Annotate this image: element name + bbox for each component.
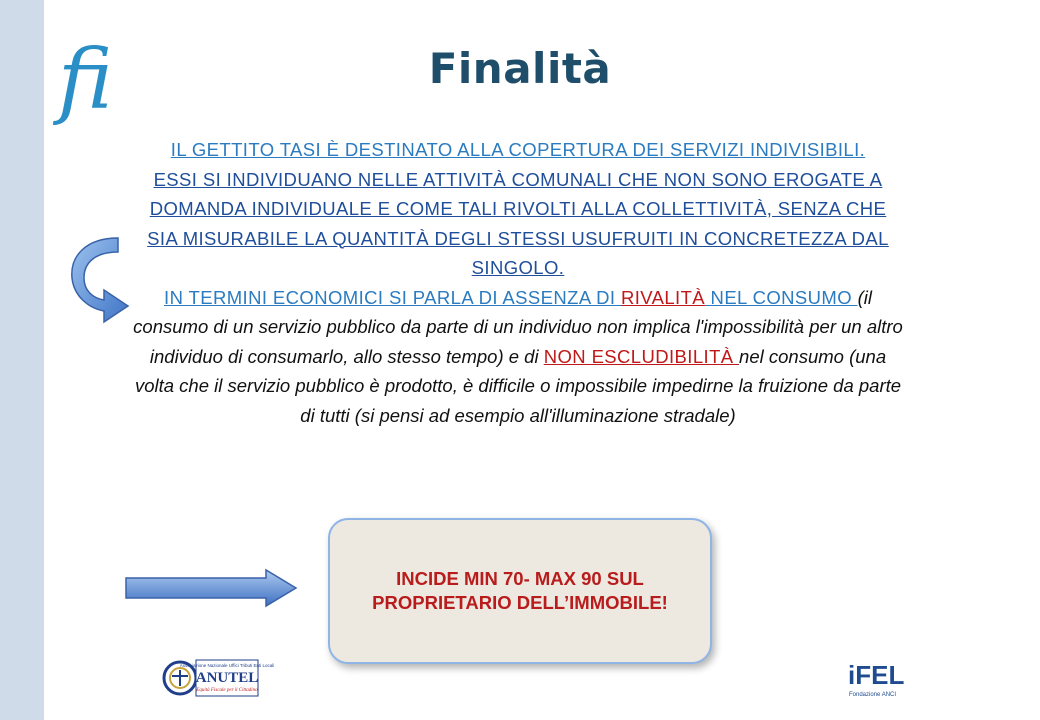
paragraph-economici — [132, 283, 904, 431]
non-escludibilita-term: NON ESCLUDIBILITÀ — [543, 345, 740, 367]
callout-box — [328, 518, 712, 664]
fi-logo: fi — [58, 33, 113, 128]
gettito-text: IL GETTITO TASI È DESTINATO ALLA COPERTURA DEI SERVIZI INDIVISIBILI. — [170, 139, 866, 160]
curved-arrow-icon — [66, 232, 136, 324]
paragraph-gettito — [132, 135, 904, 165]
ifel-sub: Fondazione ANCI — [849, 692, 897, 698]
ifel-logo — [848, 656, 905, 700]
paragraph-attivita — [132, 165, 904, 283]
explain-rivalita: (il consumo di un servizio pubblico da parte di un individuo non implica l'impossibilità per un altro individuo di consumarlo, allo stesso tempo) e di — [133, 286, 903, 367]
nel-consumo-text: NEL CONSUMO — [705, 286, 858, 308]
side-strip — [0, 0, 44, 720]
anutel-small-text: Associazione Nazionale Uffici Tributi Enti Locali — [179, 663, 275, 668]
rivalita-term: RIVALITÀ — [620, 286, 706, 308]
right-arrow-icon — [124, 569, 298, 607]
anutel-name: ANUTEL — [195, 670, 259, 686]
callout-text: INCIDE MIN 70- MAX 90 SUL PROPRIETARIO DELL’IMMOBILE! — [372, 568, 668, 613]
attivita-text: ESSI SI INDIVIDUANO NELLE ATTIVITÀ COMUNALI CHE NON SONO EROGATE A DOMANDA INDIVIDUALE E COME TALI RIVOLTI ALLA COLLETTIVITÀ, SENZA CHE SIA MISURABILE LA QUANTITÀ DEGLI STESSI USUFRUITI IN CONCRETEZZA DAL SINGOLO. — [147, 168, 889, 278]
anutel-logo — [160, 656, 275, 700]
ifel-name: iFEL — [848, 660, 905, 690]
slide-title: Finalità — [428, 44, 612, 93]
anutel-motto: Equità Fiscale per il Cittadino — [196, 688, 258, 693]
explain-escludibilita: nel consumo (una volta che il servizio pubblico è prodotto, è difficile o impossibile impedirne la fruizione da parte di tutti (si pensi ad esempio all'illuminazione stradale) — [134, 345, 902, 426]
economici-lead: IN TERMINI ECONOMICI SI PARLA DI ASSENZA DI — [164, 286, 621, 308]
body-text — [132, 135, 904, 430]
